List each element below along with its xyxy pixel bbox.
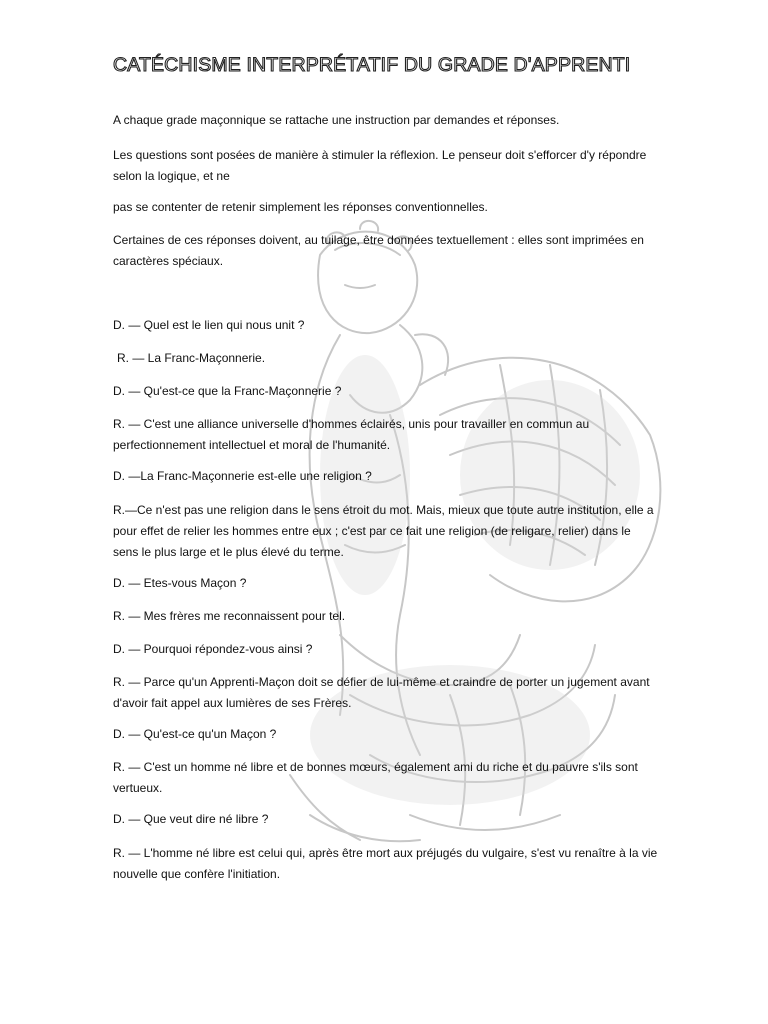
intro-paragraph-1: A chaque grade maçonnique se rattache une instruction par demandes et réponses.	[113, 113, 560, 127]
dialogue-answer-4: R. — Mes frères me reconnaissent pour tel.	[113, 609, 346, 623]
dialogue-answer-2: R. — C'est une alliance universelle d'hommes éclairés, unis pour travailler en commun au perfectionnement intellectuel et moral de l'humanité.	[113, 417, 590, 452]
dialogue-question-4: D. — Etes-vous Maçon ?	[113, 576, 247, 590]
dialogue-question-1: D. — Quel est le lien qui nous unit ?	[113, 318, 305, 332]
document-title: CATÉCHISME INTERPRÉTATIF DU GRADE D'APPRENTI	[113, 54, 631, 76]
dialogue-question-5: D. — Pourquoi répondez-vous ainsi ?	[113, 642, 313, 656]
intro-paragraph-4: Certaines de ces réponses doivent, au tuilage, être données textuellement : elles sont imprimées en caractères spéciaux.	[113, 233, 644, 268]
dialogue-question-3: D. —La Franc-Maçonnerie est-elle une religion ?	[113, 469, 372, 483]
dialogue-question-6: D. — Qu'est-ce qu'un Maçon ?	[113, 727, 277, 741]
dialogue-question-2: D. — Qu'est-ce que la Franc-Maçonnerie ?	[113, 384, 342, 398]
dialogue-answer-6: R. — C'est un homme né libre et de bonnes mœurs, également ami du riche et du pauvre s'ils sont vertueux.	[113, 760, 638, 795]
dialogue-question-7: D. — Que veut dire né libre ?	[113, 812, 269, 826]
dialogue-answer-1: R. — La Franc-Maçonnerie.	[117, 351, 266, 365]
intro-paragraph-3: pas se contenter de retenir simplement les réponses conventionnelles.	[113, 200, 488, 214]
dialogue-answer-3: R.—Ce n'est pas une religion dans le sens étroit du mot. Mais, mieux que toute autre institution, elle a pour effet de relier les hommes entre eux ; c'est par ce fait une religion (de religare, relier) dans le sens le plus large et le plus élevé du terme.	[113, 503, 654, 559]
dialogue-answer-7: R. — L'homme né libre est celui qui, après être mort aux préjugés du vulgaire, s'est vu renaître à la vie nouvelle que confère l'initiation.	[113, 846, 658, 881]
dialogue-answer-5: R. — Parce qu'un Apprenti-Maçon doit se défier de lui-même et craindre de porter un jugement avant d'avoir fait appel aux lumières de ses Frères.	[113, 675, 650, 710]
intro-paragraph-2: Les questions sont posées de manière à stimuler la réflexion. Le penseur doit s'efforcer d'y répondre selon la logique, et ne	[113, 148, 647, 183]
